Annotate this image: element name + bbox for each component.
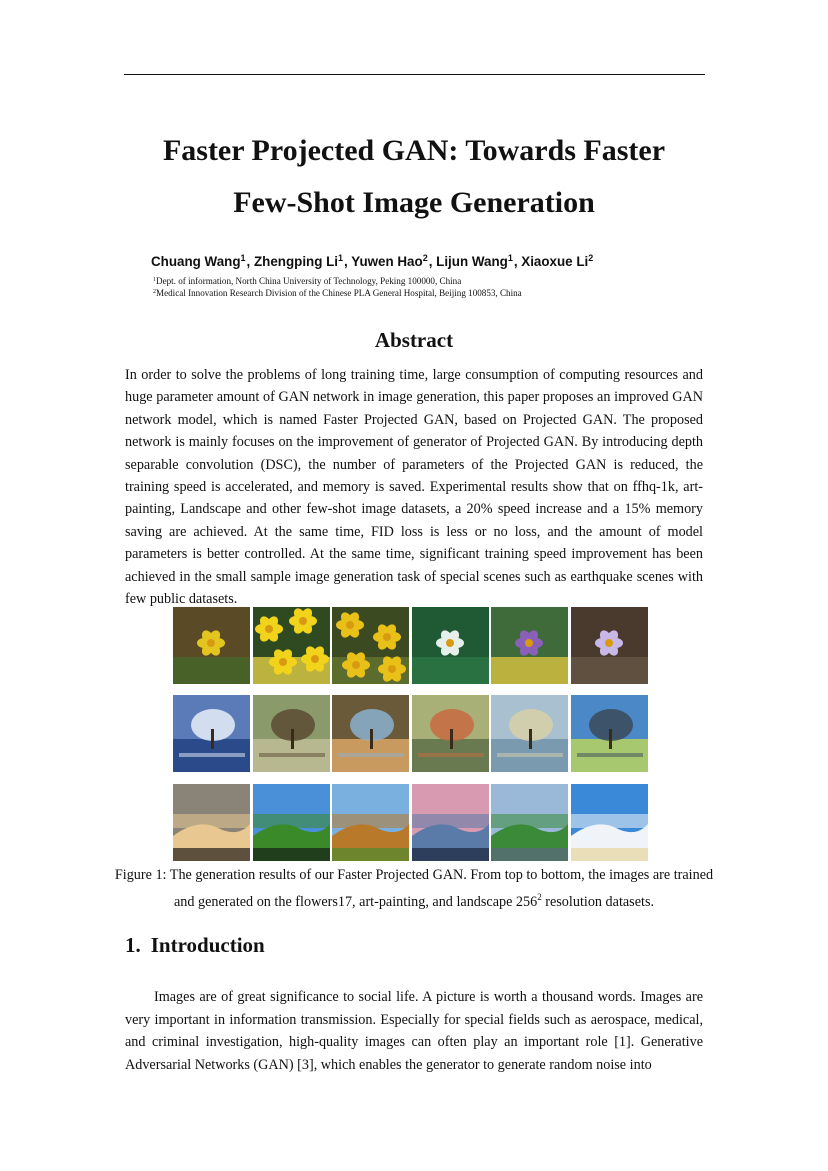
author-list: Chuang Wang$^1$, Zhengping Li$^1$, Yuwen Hao$^2$, Lijun Wang$^1$, Xiaoxue Li$^2$ <box>151 253 594 269</box>
generated-image-art-painting <box>253 695 330 772</box>
abstract-heading: Abstract <box>374 328 454 352</box>
generated-image-art-painting <box>173 695 250 772</box>
generated-image-flowers17 <box>332 607 409 684</box>
figure-1-caption: Figure 1: The generation results of our Faster Projected GAN. From top to bottom, the images are trained and generated on the flowers17, art-painting, and landscape $256^2$ resolution datasets. <box>114 867 714 911</box>
author-name: Zhengping Li <box>253 254 339 269</box>
generated-image-art-painting <box>491 695 568 772</box>
introduction-paragraph: Images are of great significance to social life. A picture is worth a thousand words. Images are very important in information transmission. Especially for special fields such as aerospace, medical, and criminal investigation, high-quality images can often play an important role [1]. Generative Adversarial Networks (GAN) [3], which enables the generator to generate random noise into <box>125 989 703 1073</box>
section-heading-introduction <box>125 933 265 958</box>
generated-image-landscape <box>491 784 568 861</box>
generated-image-flowers17 <box>173 607 250 684</box>
generated-image-landscape <box>412 784 489 861</box>
generated-image-flowers17 <box>491 607 568 684</box>
author-name: Lijun Wang <box>436 254 508 269</box>
generated-image-landscape <box>253 784 330 861</box>
author-affiliation-mark: 1 <box>338 253 344 263</box>
section-title: Introduction <box>150 933 265 957</box>
generated-image-art-painting <box>571 695 648 772</box>
paper-title-line-2: Few-Shot Image Generation <box>233 186 595 219</box>
generated-image-art-painting <box>332 695 409 772</box>
section-number: 1. <box>125 933 141 957</box>
author-affiliation-mark: 1 <box>240 253 246 263</box>
figure-1-image-grid <box>173 607 649 862</box>
generated-image-landscape <box>173 784 250 861</box>
generated-image-flowers17 <box>571 607 648 684</box>
generated-image-flowers17 <box>253 607 330 684</box>
top-rule <box>124 74 705 75</box>
author-name: Chuang Wang <box>151 254 241 269</box>
affiliation-2: $^2$Medical Innovation Research Division of the Chinese PLA General Hospital, Beijing 100853, China <box>153 288 522 298</box>
generated-image-landscape <box>332 784 409 861</box>
abstract-text: In order to solve the problems of long training time, large consumption of computing resources and huge parameter amount of GAN network in image generation, this paper proposes an improved GAN network model, which is named Faster Projected GAN, based on Projected GAN. The proposed network is mainly focuses on the improvement of generator of Projected GAN. By introducing depth separable convolution (DSC), the number of parameters of the Projected GAN is reduced, the training speed is accelerated, and memory is saved. Experimental results show that on ffhq-1k, art-painting, Landscape and other few-shot image datasets, a 20% speed increase and a 15% memory saving are achieved. At the same time, FID loss is less or no loss, and the amount of model parameters is better controlled. At the same time, significant training speed improvement has been achieved in the small sample image generation task of special scenes such as earthquake scenes with few public datasets. <box>125 367 703 608</box>
author-name: Yuwen Hao <box>351 254 423 269</box>
author-affiliation-mark: 2 <box>422 253 428 263</box>
paper-title-line-1: Faster Projected GAN: Towards Faster <box>162 134 666 167</box>
author-affiliation-mark: 2 <box>588 253 594 263</box>
affiliation-1: $^1$Dept. of information, North China University of Technology, Peking 100000, China <box>153 276 462 286</box>
generated-image-landscape <box>571 784 648 861</box>
author-affiliation-mark: 1 <box>507 253 513 263</box>
generated-image-flowers17 <box>412 607 489 684</box>
generated-image-art-painting <box>412 695 489 772</box>
author-name: Xiaoxue Li <box>521 254 589 269</box>
